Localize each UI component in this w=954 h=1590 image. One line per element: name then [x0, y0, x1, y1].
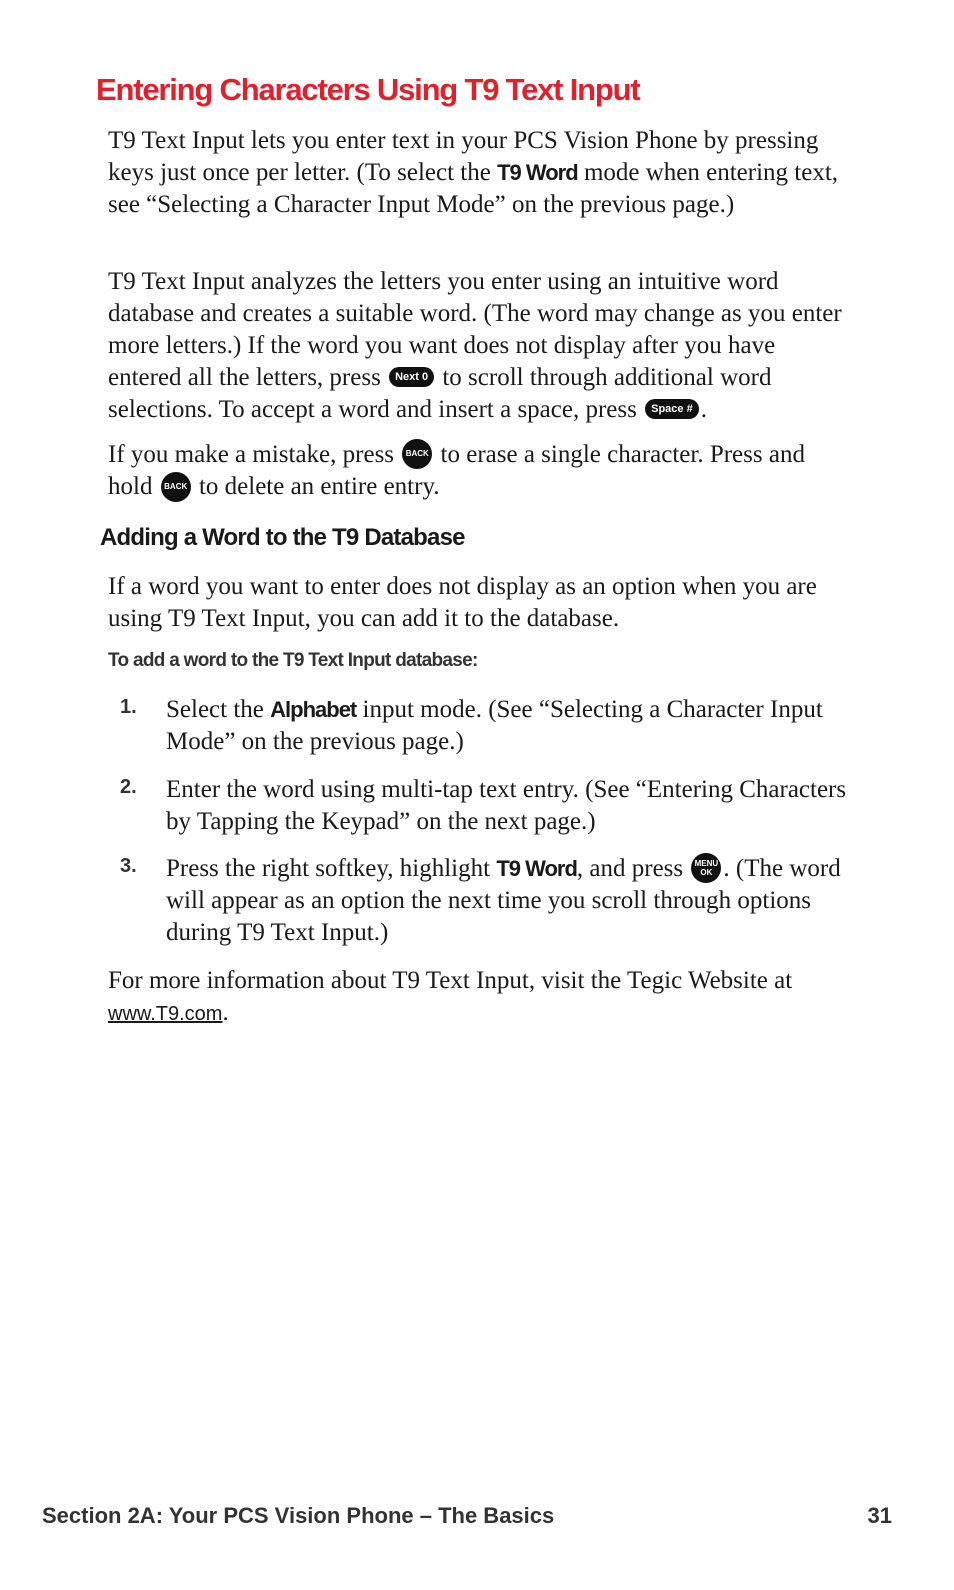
- footer-section-title: Section 2A: Your PCS Vision Phone – The Basics: [42, 1503, 555, 1528]
- back-key-icon: BACK: [161, 472, 191, 502]
- step-number: 2.: [120, 776, 137, 798]
- space-key-icon: Space #: [645, 399, 699, 419]
- next-key-icon: Next 0: [389, 367, 434, 387]
- intro-text-a: T9 Text Input lets you enter text in your PCS Vision Phone by pressing keys just once per letter. (To select the: [108, 127, 819, 186]
- step-text: [166, 853, 856, 949]
- step-text-c: , and press: [576, 855, 690, 882]
- step-text: Enter the word using multi-tap text entry. (See “Entering Characters by Tapping the Keypad” on the next page.): [166, 776, 847, 835]
- analysis-text-a: T9 Text Input analyzes the letters you enter using an intuitive word database and creates a suitable word. (The word may change as you enter more letters.) If the word you want does not display after you have entered all the letters, press: [108, 268, 842, 391]
- page-heading: Entering Characters Using T9 Text Input: [96, 72, 640, 107]
- analysis-text-b: to scroll through additional word selections. To accept a word and insert a space, press: [108, 364, 772, 423]
- analysis-paragraph: [108, 266, 853, 426]
- step-number: 1.: [120, 696, 137, 718]
- analysis-text-c: .: [700, 396, 707, 423]
- more-info-text-b: .: [222, 999, 229, 1026]
- section-subheading: Adding a Word to the T9 Database: [100, 524, 465, 551]
- intro-paragraph: [108, 125, 853, 221]
- database-paragraph: If a word you want to enter does not display as an option when you are using T9 Text Input, you can add it to the database.: [108, 573, 817, 632]
- more-info-text-a: For more information about T9 Text Input, visit the Tegic Website at: [108, 967, 793, 994]
- step-text-d: . (The word will appear as an option the next time you scroll through options during T9 Text Input.): [166, 855, 841, 947]
- mistake-text-a: If you make a mistake, press: [108, 441, 401, 468]
- t9-word-mode-label: T9 Word: [497, 160, 578, 185]
- mistake-text-b: to erase a single character. Press and hold: [108, 441, 805, 501]
- intro-text-c: mode when entering text, see “Selecting a Character Input Mode” on the previous page.): [108, 159, 839, 218]
- menu-key-label: MENU: [694, 859, 719, 869]
- step-number: 3.: [120, 855, 137, 877]
- step-text-a: Select the: [166, 696, 271, 723]
- alphabet-mode-label: Alphabet: [270, 697, 357, 722]
- step-text-a: Press the right softkey, highlight: [166, 855, 497, 882]
- step-text: [166, 694, 856, 758]
- page-number: 31: [867, 1503, 892, 1528]
- step-text-c: input mode. (See “Selecting a Character Input Mode” on the previous page.): [166, 696, 823, 755]
- t9-word-option-label: T9 Word: [496, 856, 577, 881]
- mistake-text-c: to delete an entire entry.: [192, 473, 440, 501]
- t9-website-link[interactable]: www.T9.com: [108, 1003, 223, 1025]
- menu-ok-key-icon: [691, 853, 721, 883]
- procedure-label: To add a word to the T9 Text Input database:: [108, 650, 478, 671]
- ok-key-label: OK: [700, 868, 713, 878]
- more-info-paragraph: [108, 965, 853, 1030]
- mistake-paragraph: [108, 439, 853, 504]
- back-key-icon: BACK: [402, 439, 432, 469]
